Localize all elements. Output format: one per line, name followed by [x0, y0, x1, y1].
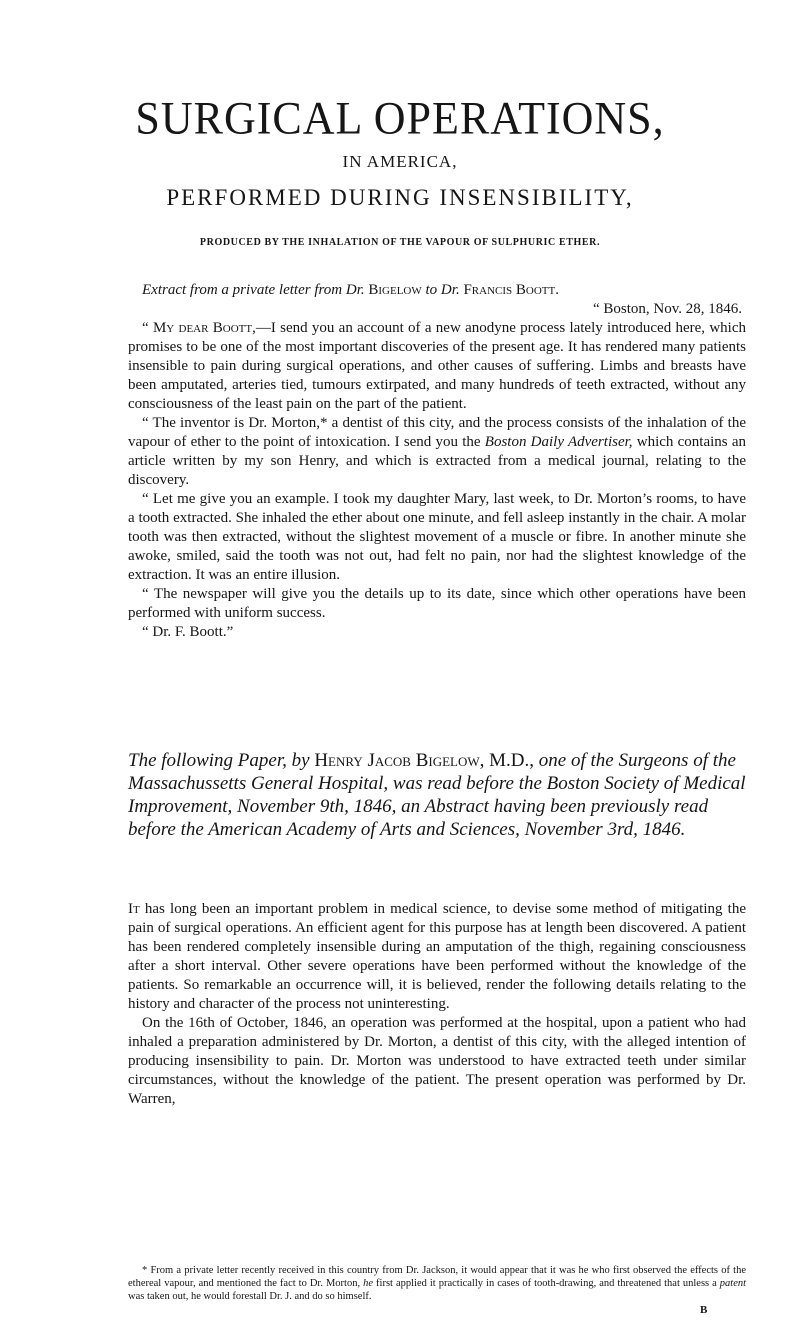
extract-heading-to: to Dr.	[425, 282, 460, 298]
letter-salutation: “ My dear Boott,	[142, 320, 256, 336]
subtitle-performed: PERFORMED DURING INSENSIBILITY,	[166, 185, 634, 210]
paper-intro-b: one of the Surgeons of the Massachussetts General Hospital, was read before the Boston Society of Medical Improvement, November 9th, 1846, an Abstract having been previously read before the American Academy of Arts and Sciences, November 3rd, 1846.	[128, 750, 746, 840]
paper-introduction	[128, 749, 746, 841]
letter-paragraph-2	[128, 414, 746, 490]
paper-body	[128, 900, 746, 1109]
paper-author: Henry Jacob Bigelow, M.D.,	[314, 750, 535, 771]
footnote-c: was taken out, he would forestall Dr. J. and do so himself.	[128, 1291, 372, 1302]
paper-lead-word: It	[128, 901, 140, 917]
paper-intro-a: The following Paper, by	[128, 750, 310, 771]
paper-intro-text	[128, 749, 746, 841]
letter-paragraph-3: “ Let me give you an example. I took my daughter Mary, last week, to Dr. Morton’s rooms, to have a tooth extracted. She inhaled the ether about one minute, and fell asleep instantly in the chair. A molar tooth was then extracted, without the slightest movement of a muscle or fibre. In another minute she awoke, smiled, said the tooth was not out, had felt no pain, nor had the slightest knowledge of the extraction. It was an entire illusion.	[128, 491, 746, 583]
signature-mark: B	[700, 1304, 708, 1316]
subtitle-location: IN AMERICA,	[342, 152, 458, 171]
footnote-b: first applied it practically in cases of tooth-drawing, and threatened that unless a	[376, 1278, 717, 1289]
newspaper-title: Boston Daily Advertiser,	[484, 434, 633, 450]
footnote-text	[128, 1264, 746, 1303]
letter-paragraph-4: “ The newspaper will give you the details up to its date, since which other operations have been performed with uniform success.	[128, 586, 746, 621]
extract-heading-pre: Extract from a private letter from Dr.	[142, 282, 365, 298]
extract-heading	[128, 281, 746, 300]
main-title: SURGICAL OPERATIONS,	[135, 92, 665, 145]
letter-p2-text-a: “ The inventor is Dr. Morton,* a dentist of this city, and the process consists of the inhalation of the vapour of ether to the point of intoxication. I send you the	[128, 415, 746, 450]
letter-paragraph-1	[128, 319, 746, 414]
footnote-he: he	[363, 1278, 374, 1289]
letter-dateline: “ Boston, Nov. 28, 1846.	[592, 301, 742, 317]
footnote-patent: patent	[719, 1278, 747, 1289]
footnote	[128, 1264, 746, 1303]
paper-paragraph-1	[128, 900, 746, 1014]
letter-signoff: “ Dr. F. Boott.”	[142, 624, 234, 640]
extract-heading-name2: Francis Boott.	[463, 282, 559, 298]
paper-p1-text: has long been an important problem in medical science, to devise some method of mitigating the pain of surgical operations. An efficient agent for this purpose has at length been discovered. A patient has been rendered completely insensible during an amputation of the thigh, regaining consciousness after a short interval. Other severe operations have been performed without the knowledge of the patients. So remarkable an occurrence will, it is believed, render the following details relating to the history and character of the process not uninteresting.	[128, 901, 746, 1012]
letter-extract	[128, 281, 746, 642]
paper-paragraph-2: On the 16th of October, 1846, an operation was performed at the hospital, upon a patient who had inhaled a preparation administered by Dr. Morton, a dentist of this city, with the alleged intention of producing insensibility to pain. Dr. Morton was understood to have extracted teeth under similar circumstances, without the knowledge of the patient. The present operation was performed by Dr. Warren,	[128, 1015, 746, 1107]
extract-heading-name1: Bigelow	[368, 282, 422, 298]
subtitle-produced-by: PRODUCED BY THE INHALATION OF THE VAPOUR OF SULPHURIC ETHER.	[199, 237, 601, 248]
footnote-a: * From a private letter recently received in this country from Dr. Jackson, it would appear that it was he who first observed the effects of the ethereal vapour, and mentioned the fact to Dr. Morton,	[128, 1265, 746, 1289]
letter-p1-text: —I send you an account of a new anodyne process lately introduced here, which promises to be one of the most important discoveries of the present age. It has rendered many patients insensible to pain during surgical operations, and other causes of suffering. Limbs and breasts have been amputated, arteries tied, tumours extirpated, and many hundreds of teeth extracted, without any consciousness of the least pain on the part of the patient.	[128, 320, 746, 412]
letter-p2-text-b: which contains an article written by my son Henry, and which is extracted from a medical journal, relating to the discovery.	[128, 434, 746, 488]
